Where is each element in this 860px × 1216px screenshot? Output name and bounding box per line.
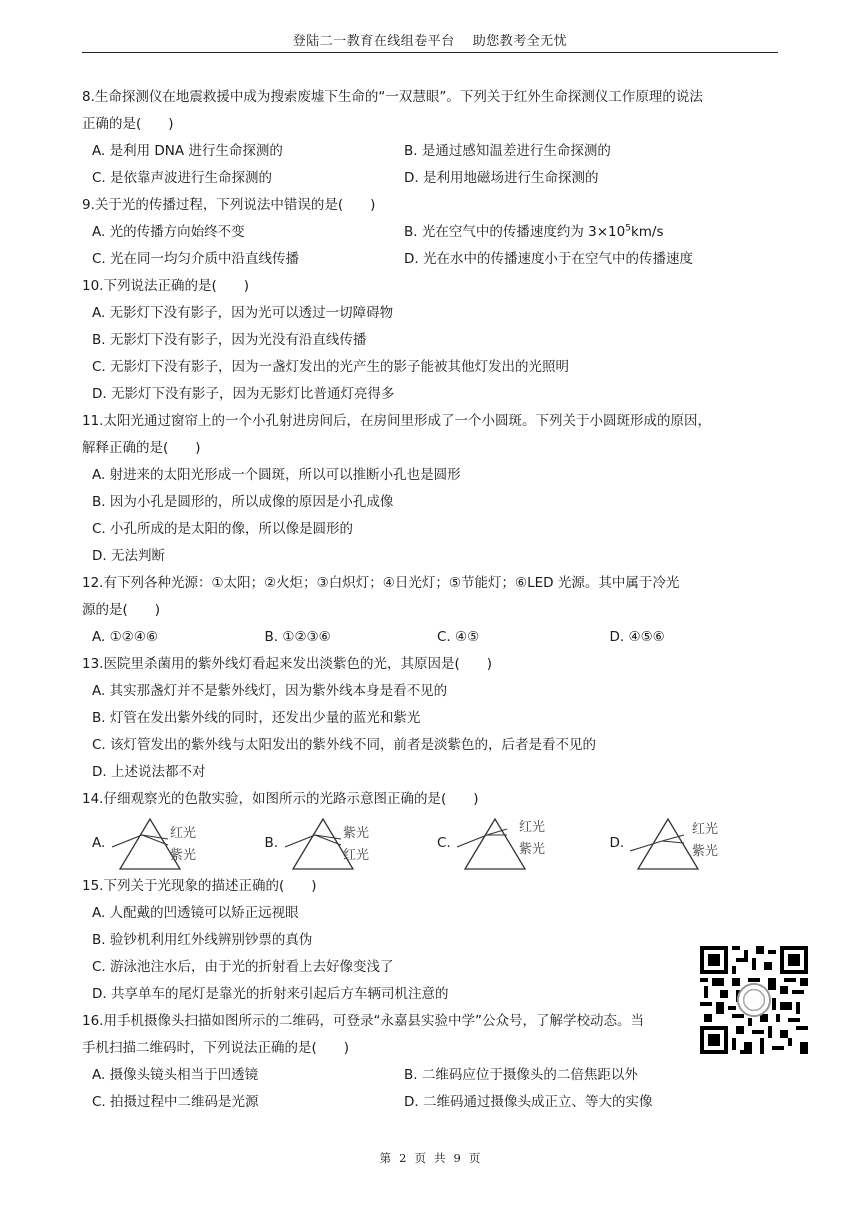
top-light-label: 紫光 bbox=[342, 826, 369, 841]
option-a: A. 光的传播方向始终不变 bbox=[92, 224, 245, 240]
prism-option-b bbox=[265, 815, 438, 871]
option-b: B. 无影灯下没有影子，因为光没有沿直线传播 bbox=[92, 332, 367, 348]
option-label: C. bbox=[437, 834, 451, 851]
question-stem: 解释正确的是( ) bbox=[82, 440, 201, 456]
option-b: B. 灯管在发出紫外线的同时，还发出少量的蓝光和紫光 bbox=[92, 710, 421, 726]
bottom-light-label: 紫光 bbox=[691, 844, 718, 859]
option-c: C. 光在同一均匀介质中沿直线传播 bbox=[92, 251, 300, 267]
option-c: C. 拍摄过程中二维码是光源 bbox=[92, 1094, 259, 1110]
question-stem: 16.用手机摄像头扫描如图所示的二维码，可登录“永嘉县实验中学”公众号，了解学校动态。当 bbox=[82, 1013, 644, 1029]
question-list bbox=[82, 84, 782, 1116]
option-a: A. 摄像头镜头相当于凹透镜 bbox=[92, 1067, 259, 1083]
prism-diagram-a bbox=[112, 815, 232, 871]
option-b: B. ①②③⑥ bbox=[264, 629, 331, 645]
option-label: A. bbox=[92, 834, 106, 851]
top-light-label: 红光 bbox=[519, 820, 546, 835]
option-b: B. 光在空气中的传播速度约为 $3\times 10^5km/s$ bbox=[404, 223, 664, 240]
option-b: B. 二维码应位于摄像头的二倍焦距以外 bbox=[404, 1067, 638, 1083]
option-d: D. 无影灯下没有影子，因为无影灯比普通灯亮得多 bbox=[92, 386, 395, 402]
option-a: A. ①②④⑥ bbox=[92, 629, 158, 645]
platform-slogan: 助您教考全无忧 bbox=[472, 34, 568, 49]
platform-name: 登陆二一教育在线组卷平台 bbox=[292, 34, 455, 49]
option-c: C. 小孔所成的是太阳的像，所以像是圆形的 bbox=[92, 521, 354, 537]
page-header bbox=[82, 30, 778, 49]
prism-options bbox=[92, 813, 782, 873]
prism-option-a bbox=[92, 815, 265, 871]
question-stem: 11.太阳光通过窗帘上的一个小孔射进房间后，在房间里形成了一个小圆斑。下列关于小圆斑形成的原因， bbox=[82, 413, 711, 429]
prism-option-d bbox=[610, 815, 783, 871]
question-9 bbox=[82, 192, 782, 273]
question-8 bbox=[82, 84, 782, 192]
question-stem: 15.下列关于光现象的描述正确的( ) bbox=[82, 878, 317, 894]
option-b: B. 是通过感知温差进行生命探测的 bbox=[404, 143, 611, 159]
option-c: C. ④⑤ bbox=[437, 629, 480, 645]
question-stem: 8.生命探测仪在地震救援中成为搜索废墟下生命的“一双慧眼”。下列关于红外生命探测仪工作原理的说法 bbox=[82, 89, 703, 105]
top-light-label: 红光 bbox=[170, 826, 197, 841]
question-16 bbox=[82, 1008, 782, 1116]
option-label: D. bbox=[609, 834, 625, 851]
option-a: A. 射进来的太阳光形成一个圆斑，所以可以推断小孔也是圆形 bbox=[92, 467, 461, 483]
question-stem: 12.有下列各种光源：①太阳；②火炬；③白炽灯；④日光灯；⑤节能灯；⑥LED 光源。其中属于冷光 bbox=[82, 575, 680, 591]
option-b: B. 验钞机利用红外线辨别钞票的真伪 bbox=[92, 932, 313, 948]
option-d: D. 二维码通过摄像头成正立、等大的实像 bbox=[404, 1094, 653, 1110]
option-b: B. 因为小孔是圆形的，所以成像的原因是小孔成像 bbox=[92, 494, 394, 510]
bottom-light-label: 紫光 bbox=[519, 842, 546, 857]
question-14 bbox=[82, 786, 782, 873]
option-c: C. 该灯管发出的紫外线与太阳发出的紫外线不同，前者是淡紫色的，后者是看不见的 bbox=[92, 737, 597, 753]
question-stem: 10.下列说法正确的是( ) bbox=[82, 278, 250, 294]
option-a: A. 其实那盏灯并不是紫外线灯，因为紫外线本身是看不见的 bbox=[92, 683, 448, 699]
question-12 bbox=[82, 570, 782, 651]
header-divider bbox=[82, 52, 778, 53]
bottom-light-label: 红光 bbox=[342, 848, 369, 863]
page-footer: 第 2 页 共 9 页 bbox=[379, 1151, 481, 1165]
question-11 bbox=[82, 408, 782, 570]
question-stem: 手机扫描二维码时，下列说法正确的是( ) bbox=[82, 1040, 350, 1056]
option-d: D. 共享单车的尾灯是靠光的折射来引起后方车辆司机注意的 bbox=[92, 986, 449, 1002]
option-d: D. 光在水中的传播速度小于在空气中的传播速度 bbox=[404, 251, 693, 267]
bottom-light-label: 紫光 bbox=[170, 848, 197, 863]
question-13 bbox=[82, 651, 782, 786]
qr-code-icon bbox=[700, 946, 808, 1054]
prism-diagram-c bbox=[457, 815, 577, 871]
question-stem: 正确的是( ) bbox=[82, 116, 174, 132]
option-d: D. 无法判断 bbox=[92, 548, 165, 564]
prism-diagram-d bbox=[630, 815, 750, 871]
option-a: A. 是利用 DNA 进行生命探测的 bbox=[92, 143, 283, 159]
option-c: C. 游泳池注水后，由于光的折射看上去好像变浅了 bbox=[92, 959, 394, 975]
option-d: D. ④⑤⑥ bbox=[609, 629, 665, 645]
option-label: B. bbox=[264, 834, 279, 851]
option-a: A. 无影灯下没有影子，因为光可以透过一切障碍物 bbox=[92, 305, 394, 321]
option-c: C. 是依靠声波进行生命探测的 bbox=[92, 170, 273, 186]
question-stem: 9.关于光的传播过程，下列说法中错误的是( ) bbox=[82, 197, 376, 213]
option-d: D. 上述说法都不对 bbox=[92, 764, 206, 780]
top-light-label: 红光 bbox=[691, 822, 718, 837]
option-d: D. 是利用地磁场进行生命探测的 bbox=[404, 170, 599, 186]
question-15 bbox=[82, 873, 782, 1008]
option-a: A. 人配戴的凹透镜可以矫正远视眼 bbox=[92, 905, 299, 921]
page-number: 2 bbox=[399, 1151, 407, 1165]
prism-diagram-b bbox=[285, 815, 405, 871]
question-stem: 14.仔细观察光的色散实验，如图所示的光路示意图正确的是( ) bbox=[82, 791, 479, 807]
option-c: C. 无影灯下没有影子，因为一盏灯发出的光产生的影子能被其他灯发出的光照明 bbox=[92, 359, 570, 375]
total-pages: 9 bbox=[453, 1151, 461, 1165]
question-stem: 13.医院里杀菌用的紫外线灯看起来发出淡紫色的光，其原因是( ) bbox=[82, 656, 493, 672]
prism-option-c bbox=[437, 815, 610, 871]
question-10 bbox=[82, 273, 782, 408]
question-stem: 源的是( ) bbox=[82, 602, 161, 618]
